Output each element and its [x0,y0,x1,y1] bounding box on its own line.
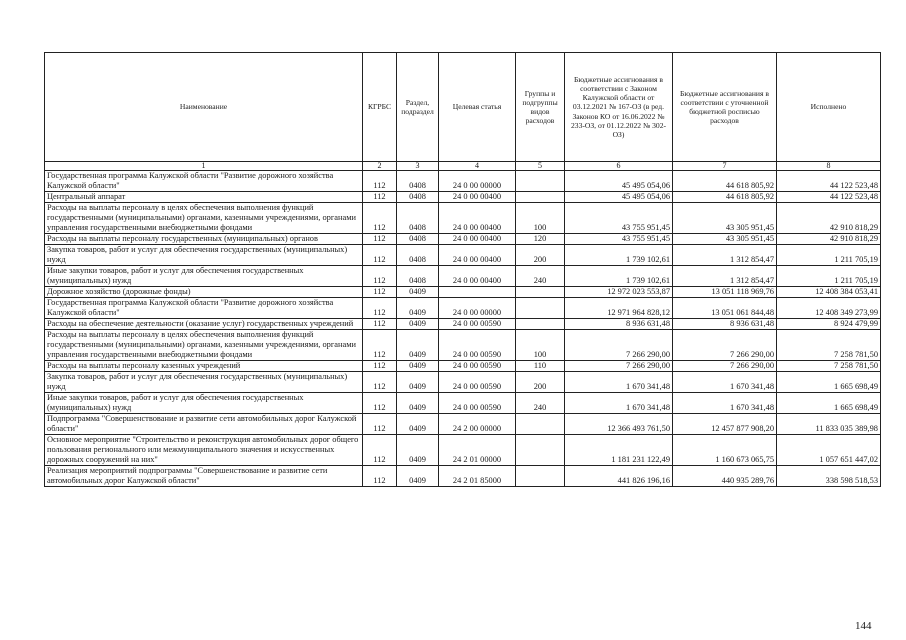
cell-kgrbs: 112 [363,234,397,245]
cell-budget-law: 1 670 341,48 [565,372,673,393]
cell-target-article: 24 0 00 00590 [439,319,516,330]
cell-expense-group: 100 [516,203,565,234]
column-number: 6 [565,162,673,171]
cell-name: Реализация мероприятий подпрограммы "Совершенствование и развитие сети автомобильных дорог Калужской области" [45,466,363,487]
cell-budget-law: 43 755 951,45 [565,203,673,234]
cell-name: Закупка товаров, работ и услуг для обеспечения государственных (муниципальных) нужд [45,372,363,393]
cell-executed: 11 833 035 389,98 [777,414,881,435]
cell-budget-law: 1 739 102,61 [565,266,673,287]
cell-target-article: 24 0 00 00400 [439,266,516,287]
cell-executed: 1 057 651 447,02 [777,435,881,466]
cell-budget-refined: 7 266 290,00 [673,361,777,372]
cell-section: 0409 [397,414,439,435]
cell-name: Государственная программа Калужской области "Развитие дорожного хозяйства Калужской области" [45,171,363,192]
cell-budget-refined: 440 935 289,76 [673,466,777,487]
cell-section: 0408 [397,203,439,234]
cell-section: 0409 [397,466,439,487]
table-row [45,414,881,435]
cell-budget-law: 7 266 290,00 [565,330,673,361]
cell-budget-refined: 44 618 805,92 [673,192,777,203]
budget-execution-table [44,52,881,487]
cell-budget-law: 12 366 493 761,50 [565,414,673,435]
table-row [45,245,881,266]
cell-kgrbs: 112 [363,298,397,319]
cell-budget-refined: 1 312 854,47 [673,245,777,266]
cell-budget-refined: 43 305 951,45 [673,203,777,234]
cell-budget-refined: 13 051 061 844,48 [673,298,777,319]
cell-expense-group: 110 [516,361,565,372]
cell-target-article: 24 2 00 00000 [439,414,516,435]
table-row [45,266,881,287]
cell-budget-law: 1 739 102,61 [565,245,673,266]
cell-kgrbs: 112 [363,192,397,203]
cell-target-article: 24 0 00 00590 [439,372,516,393]
cell-target-article: 24 0 00 00590 [439,361,516,372]
cell-name: Государственная программа Калужской области "Развитие дорожного хозяйства Калужской области" [45,298,363,319]
cell-budget-refined: 43 305 951,45 [673,234,777,245]
cell-budget-refined: 1 670 341,48 [673,372,777,393]
cell-executed: 12 408 349 273,99 [777,298,881,319]
cell-budget-refined: 8 936 631,48 [673,319,777,330]
cell-budget-law: 12 972 023 553,87 [565,287,673,298]
cell-budget-law: 1 181 231 122,49 [565,435,673,466]
cell-name: Закупка товаров, работ и услуг для обеспечения государственных (муниципальных) нужд [45,245,363,266]
column-number: 2 [363,162,397,171]
table-row [45,298,881,319]
cell-expense-group [516,171,565,192]
cell-section: 0408 [397,192,439,203]
cell-kgrbs: 112 [363,435,397,466]
header-section: Раздел, подраздел [397,53,439,162]
column-number: 5 [516,162,565,171]
table-row [45,203,881,234]
cell-executed: 1 211 705,19 [777,245,881,266]
cell-budget-refined: 12 457 877 908,20 [673,414,777,435]
cell-target-article: 24 0 00 00400 [439,245,516,266]
cell-budget-refined: 1 670 341,48 [673,393,777,414]
cell-target-article: 24 0 00 00000 [439,171,516,192]
cell-target-article: 24 0 00 00400 [439,234,516,245]
cell-budget-law: 45 495 054,06 [565,171,673,192]
table-row [45,234,881,245]
cell-target-article: 24 0 00 00000 [439,298,516,319]
cell-executed: 7 258 781,50 [777,361,881,372]
cell-expense-group: 240 [516,393,565,414]
cell-target-article: 24 0 00 00590 [439,393,516,414]
cell-name: Расходы на выплаты персоналу казенных учреждений [45,361,363,372]
cell-name: Дорожное хозяйство (дорожные фонды) [45,287,363,298]
cell-expense-group [516,319,565,330]
cell-budget-refined: 44 618 805,92 [673,171,777,192]
cell-target-article: 24 2 01 85000 [439,466,516,487]
cell-name: Расходы на выплаты персоналу государственных (муниципальных) органов [45,234,363,245]
cell-budget-law: 7 266 290,00 [565,361,673,372]
cell-section: 0409 [397,372,439,393]
cell-budget-law: 45 495 054,06 [565,192,673,203]
page-number: 144 [855,620,872,632]
header-budget-law: Бюджетные ассигнования в соответствии с Законом Калужской области от 03.12.2021 № 167-ОЗ (в ред. Законов КО от 16.06.2022 № 233-ОЗ, от 01.12.2022 № 302-ОЗ) [565,53,673,162]
header-budget-refined: Бюджетные ассигнования в соответствии с уточненной бюджетной росписью расходов [673,53,777,162]
cell-kgrbs: 112 [363,319,397,330]
cell-budget-law: 1 670 341,48 [565,393,673,414]
table-row [45,192,881,203]
table-body [45,171,881,487]
cell-executed: 44 122 523,48 [777,192,881,203]
header-name: Наименование [45,53,363,162]
cell-name: Подпрограмма "Совершенствование и развитие сети автомобильных дорог Калужской области" [45,414,363,435]
cell-budget-law: 12 971 964 828,12 [565,298,673,319]
cell-kgrbs: 112 [363,287,397,298]
cell-budget-refined: 13 051 118 969,76 [673,287,777,298]
table-header [45,53,881,171]
cell-kgrbs: 112 [363,414,397,435]
cell-budget-law: 441 826 196,16 [565,466,673,487]
header-target-article: Целевая статья [439,53,516,162]
header-executed: Исполнено [777,53,881,162]
cell-section: 0409 [397,361,439,372]
cell-kgrbs: 112 [363,361,397,372]
table-row [45,171,881,192]
table-row [45,361,881,372]
cell-expense-group: 200 [516,245,565,266]
cell-section: 0408 [397,266,439,287]
cell-expense-group [516,287,565,298]
cell-section: 0409 [397,330,439,361]
cell-budget-refined: 1 312 854,47 [673,266,777,287]
cell-target-article [439,287,516,298]
column-number: 8 [777,162,881,171]
cell-section: 0409 [397,435,439,466]
cell-name: Основное мероприятие "Строительство и реконструкция автомобильных дорог общего пользования регионального или межмуниципального значения и искусственных дорожных сооружений на них" [45,435,363,466]
cell-budget-law: 43 755 951,45 [565,234,673,245]
budget-report-sheet [44,52,880,487]
cell-kgrbs: 112 [363,203,397,234]
table-row [45,466,881,487]
cell-section: 0409 [397,287,439,298]
header-kgrbs: КГРБС [363,53,397,162]
header-expense-groups: Группы и подгруппы видов расходов [516,53,565,162]
table-row [45,372,881,393]
cell-name: Иные закупки товаров, работ и услуг для обеспечения государственных (муниципальных) нужд [45,266,363,287]
cell-name: Иные закупки товаров, работ и услуг для обеспечения государственных (муниципальных) нужд [45,393,363,414]
cell-executed: 1 211 705,19 [777,266,881,287]
cell-section: 0409 [397,319,439,330]
cell-section: 0408 [397,234,439,245]
cell-expense-group [516,435,565,466]
table-row [45,435,881,466]
cell-section: 0408 [397,171,439,192]
cell-section: 0409 [397,298,439,319]
column-number: 3 [397,162,439,171]
cell-target-article: 24 2 01 00000 [439,435,516,466]
cell-kgrbs: 112 [363,266,397,287]
column-number: 7 [673,162,777,171]
table-row [45,287,881,298]
cell-name: Расходы на выплаты персоналу в целях обеспечения выполнения функций государственными (муниципальными) органами, казенными учреждениями, органами управления государственными внебюджетными фондами [45,330,363,361]
cell-kgrbs: 112 [363,393,397,414]
header-row [45,53,881,162]
cell-kgrbs: 112 [363,245,397,266]
cell-expense-group [516,466,565,487]
cell-section: 0408 [397,245,439,266]
column-number-row [45,162,881,171]
cell-target-article: 24 0 00 00400 [439,203,516,234]
cell-executed: 7 258 781,50 [777,330,881,361]
cell-expense-group [516,192,565,203]
cell-expense-group: 100 [516,330,565,361]
table-row [45,319,881,330]
cell-executed: 1 665 698,49 [777,393,881,414]
cell-kgrbs: 112 [363,171,397,192]
cell-section: 0409 [397,393,439,414]
cell-executed: 8 924 479,99 [777,319,881,330]
cell-kgrbs: 112 [363,372,397,393]
cell-expense-group: 120 [516,234,565,245]
cell-name: Центральный аппарат [45,192,363,203]
cell-budget-refined: 1 160 673 065,75 [673,435,777,466]
table-row [45,393,881,414]
cell-executed: 338 598 518,53 [777,466,881,487]
cell-executed: 42 910 818,29 [777,234,881,245]
column-number: 1 [45,162,363,171]
cell-name: Расходы на выплаты персоналу в целях обеспечения выполнения функций государственными (муниципальными) органами, казенными учреждениями, органами управления государственными внебюджетными фондами [45,203,363,234]
cell-executed: 42 910 818,29 [777,203,881,234]
cell-budget-refined: 7 266 290,00 [673,330,777,361]
cell-target-article: 24 0 00 00400 [439,192,516,203]
cell-expense-group: 200 [516,372,565,393]
cell-executed: 12 408 384 053,41 [777,287,881,298]
cell-kgrbs: 112 [363,330,397,361]
cell-executed: 44 122 523,48 [777,171,881,192]
cell-expense-group [516,414,565,435]
cell-target-article: 24 0 00 00590 [439,330,516,361]
cell-budget-law: 8 936 631,48 [565,319,673,330]
cell-kgrbs: 112 [363,466,397,487]
cell-expense-group: 240 [516,266,565,287]
cell-executed: 1 665 698,49 [777,372,881,393]
cell-name: Расходы на обеспечение деятельности (оказание услуг) государственных учреждений [45,319,363,330]
column-number: 4 [439,162,516,171]
table-row [45,330,881,361]
cell-expense-group [516,298,565,319]
